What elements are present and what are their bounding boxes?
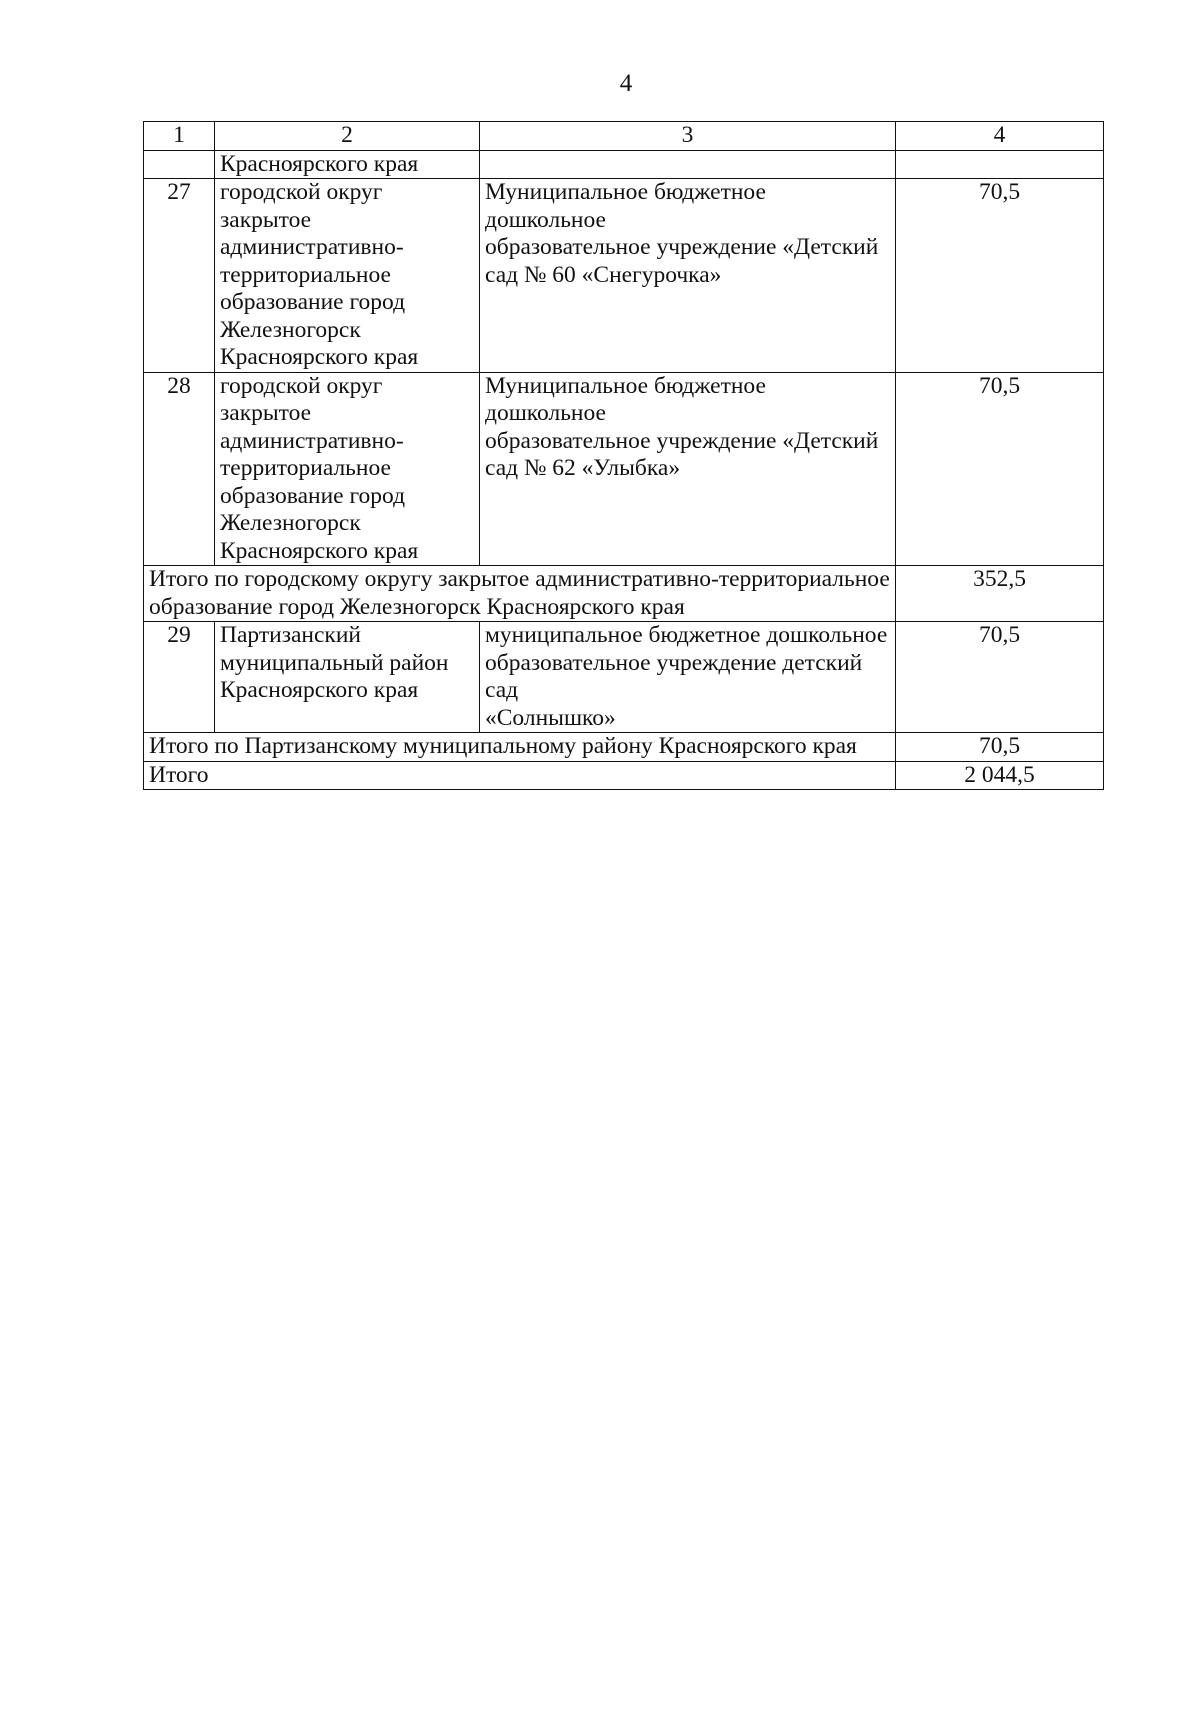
municipality-line: административно- xyxy=(220,427,404,454)
value-cell: 70,5 xyxy=(896,622,1104,733)
value-cell: 70,5 xyxy=(896,179,1104,373)
institution-cell xyxy=(480,372,896,566)
table-row xyxy=(144,372,1104,566)
subtotal-row-zheleznogorsk xyxy=(144,566,1104,622)
institution-line: образовательное учреждение «Детский xyxy=(485,234,879,260)
header-cell-3: 3 xyxy=(480,122,896,151)
municipality-line: административно- xyxy=(220,234,404,260)
municipality-line: городской округ закрытое xyxy=(220,179,383,233)
subtotal-row-partizansky xyxy=(144,733,1104,762)
municipality-cell xyxy=(215,372,480,566)
institution-line: образовательное учреждение детский сад xyxy=(485,649,863,703)
municipality-line: Железногорск xyxy=(220,316,361,343)
municipality-line: Красноярского края xyxy=(220,344,419,370)
institution-line: сад № 60 «Снегурочка» xyxy=(485,261,722,288)
total-label-cell: Итого xyxy=(144,761,896,790)
institution-cell xyxy=(480,622,896,733)
institution-line: образовательное учреждение «Детский xyxy=(485,427,879,454)
subtotal-label-line: образование город Железногорск Красноярского края xyxy=(149,593,685,620)
municipality-line: территориальное xyxy=(220,261,391,288)
institution-line: сад № 62 «Улыбка» xyxy=(485,455,681,481)
municipality-line: Партизанский xyxy=(220,622,361,648)
continuation-row xyxy=(144,150,1104,179)
municipality-cell xyxy=(215,179,480,373)
subtotal-value-cell: 352,5 xyxy=(896,566,1104,622)
header-cell-2: 2 xyxy=(215,122,480,151)
municipality-line: Красноярского края xyxy=(220,677,419,703)
continuation-value-cell xyxy=(896,150,1104,179)
institution-line: муниципальное бюджетное дошкольное xyxy=(485,622,888,648)
municipality-line: Железногорск xyxy=(220,510,361,536)
continuation-institution-cell xyxy=(480,150,896,179)
municipality-line: муниципальный район xyxy=(220,649,449,676)
header-cell-1: 1 xyxy=(144,122,215,151)
municipality-line: образование город xyxy=(220,482,406,509)
institution-cell xyxy=(480,179,896,373)
continuation-num-cell xyxy=(144,150,215,179)
continuation-municipality-cell: Красноярского края xyxy=(215,150,480,179)
row-number: 27 xyxy=(144,179,215,373)
subtotal-label-cell xyxy=(144,566,896,622)
institution-line: «Солнышко» xyxy=(485,704,616,731)
municipality-line: Красноярского края xyxy=(220,537,419,564)
row-number: 29 xyxy=(144,622,215,733)
allocation-table xyxy=(143,121,1104,790)
subtotal-label-line: Итого по городскому округу закрытое административно-территориальное xyxy=(149,566,890,592)
institution-line: Муниципальное бюджетное дошкольное xyxy=(485,372,766,426)
total-value-cell: 2 044,5 xyxy=(896,761,1104,790)
page-number: 4 xyxy=(619,70,633,97)
institution-line: Муниципальное бюджетное дошкольное xyxy=(485,179,766,233)
subtotal-label-cell: Итого по Партизанскому муниципальному району Красноярского края xyxy=(144,733,896,762)
table-row xyxy=(144,622,1104,733)
subtotal-value-cell: 70,5 xyxy=(896,733,1104,762)
row-number: 28 xyxy=(144,372,215,566)
header-cell-4: 4 xyxy=(896,122,1104,151)
municipality-line: городской округ закрытое xyxy=(220,372,383,426)
total-row xyxy=(144,761,1104,790)
municipality-line: образование город xyxy=(220,289,406,315)
municipality-cell xyxy=(215,622,480,733)
municipality-line: территориальное xyxy=(220,455,391,481)
table-row xyxy=(144,179,1104,373)
value-cell: 70,5 xyxy=(896,372,1104,566)
table-header-row xyxy=(144,122,1104,151)
